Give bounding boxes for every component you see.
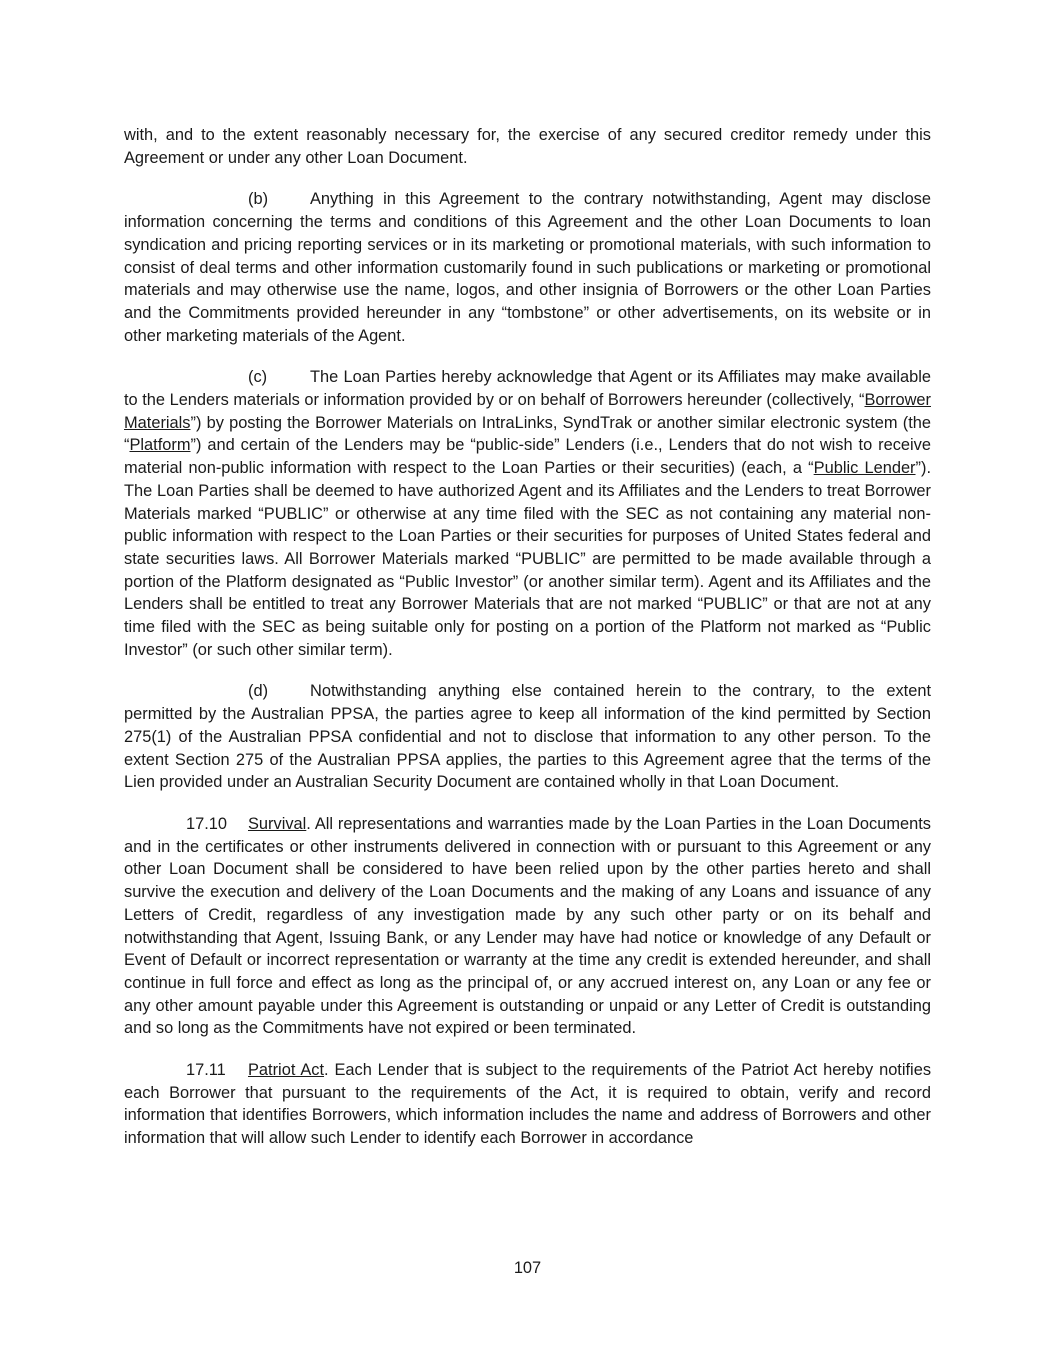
clause-b-paragraph bbox=[124, 188, 931, 347]
clause-c-text-4: ”). The Loan Parties shall be deemed to have authorized Agent and its Affiliates and the Lenders to treat Borrower Materials marked “PUBLIC” or otherwise at any time filed with the SEC as not containing any material non-public information with respect to the Loan Parties or their securities for purposes of United States federal and state securities laws. All Borrower Materials marked “PUBLIC” are permitted to be made available through a portion of the Platform designated as “Public Investor” (or another similar term). Agent and its Affiliates and the Lenders shall be entitled to treat any Borrower Materials that are not marked “PUBLIC” or that are not at any time filed with the SEC as being suitable only for posting on a portion of the Platform not marked as “Public Investor” (or such other similar term). bbox=[124, 459, 932, 659]
clause-b-label: (b) bbox=[248, 190, 269, 209]
clause-d-paragraph bbox=[124, 680, 931, 794]
defined-term-public-lender: Public Lender bbox=[813, 459, 916, 478]
section-17-10-heading: Survival bbox=[248, 814, 307, 833]
section-17-11-heading: Patriot Act bbox=[248, 1061, 325, 1080]
defined-term-borrower-materials: Borrower Materials bbox=[124, 391, 931, 432]
document-page bbox=[124, 124, 931, 1169]
clause-d-text: Notwithstanding anything else contained herein to the contrary, to the extent permitted by the Australian PPSA, the parties agree to keep all information of the kind permitted by Section 275(1) of the Australian PPSA confidential and not to disclose that information to any other person. To the extent Section 275 of the Australian PPSA applies, the parties to this Agreement agree that the terms of the Lien provided under an Australian Security Document are contained wholly in that Loan Document. bbox=[124, 682, 931, 792]
clause-c-text-1: The Loan Parties hereby acknowledge that Agent or its Affiliates may make available to the Lenders materials or information provided by or on behalf of Borrowers hereunder (collectively, “ bbox=[124, 368, 931, 410]
section-17-11-text: . Each Lender that is subject to the requirements of the Patriot Act hereby notifies each Borrower that pursuant to the requirements of the Act, it is required to obtain, verify and record information that identifies Borrowers, which information includes the name and address of Borrowers and other information that will allow such Lender to identify each Borrower in accordance bbox=[124, 1061, 932, 1148]
section-17-10-paragraph bbox=[124, 813, 931, 1040]
clause-c-label: (c) bbox=[248, 368, 268, 387]
page-number: 107 bbox=[513, 1259, 542, 1277]
clause-c-paragraph bbox=[124, 366, 931, 661]
section-17-11-paragraph bbox=[124, 1059, 931, 1150]
clause-d-label: (d) bbox=[248, 682, 269, 701]
section-17-11-number: 17.11 bbox=[186, 1061, 226, 1080]
defined-term-platform: Platform bbox=[129, 436, 191, 455]
clause-b-text: Anything in this Agreement to the contrary notwithstanding, Agent may disclose information concerning the terms and conditions of this Agreement and the other Loan Documents to loan syndication and pricing reporting services or in its marketing or promotional materials, with such information to consist of deal terms and other information customarily found in such publications or marketing or promotional materials and may otherwise use the name, logos, and other insignia of Borrowers or the other Loan Parties and the Commitments provided hereunder in any “tombstone” or other advertisements, on its website or in other marketing materials of the Agent. bbox=[124, 190, 931, 345]
clause-c-text-3: ”) and certain of the Lenders may be “public-side” Lenders (i.e., Lenders that do not wish to receive material non-public information with respect to the Loan Parties or their securities) (each, a “ bbox=[124, 436, 931, 478]
continuation-paragraph bbox=[124, 124, 931, 169]
section-17-10-number: 17.10 bbox=[186, 814, 228, 833]
continuation-text: with, and to the extent reasonably necessary for, the exercise of any secured creditor remedy under this Agreement or under any other Loan Document. bbox=[124, 126, 931, 167]
section-17-10-text: . All representations and warranties made by the Loan Parties in the Loan Documents and in the certificates or other instruments delivered in connection with or pursuant to this Agreement or any other Loan Document shall be considered to have been relied upon by the other parties hereto and shall survive the execution and delivery of the Loan Documents and the making of any Loans and issuance of any Letters of Credit, regardless of any investigation made by any such other party or on its behalf and notwithstanding that Agent, Issuing Bank, or any Lender may have had notice or knowledge of any Default or Event of Default or incorrect representation or warranty at the time any credit is extended hereunder, and shall continue in full force and effect as long as the principal of, or any accrued interest on, any Loan or any fee or any other amount payable under this Agreement is outstanding or unpaid or any Letter of Credit is outstanding and so long as the Commitments have not expired or been terminated. bbox=[124, 814, 931, 1038]
clause-c-text-2: ”) by posting the Borrower Materials on IntraLinks, SyndTrak or another similar electronic system (the “ bbox=[124, 413, 931, 455]
